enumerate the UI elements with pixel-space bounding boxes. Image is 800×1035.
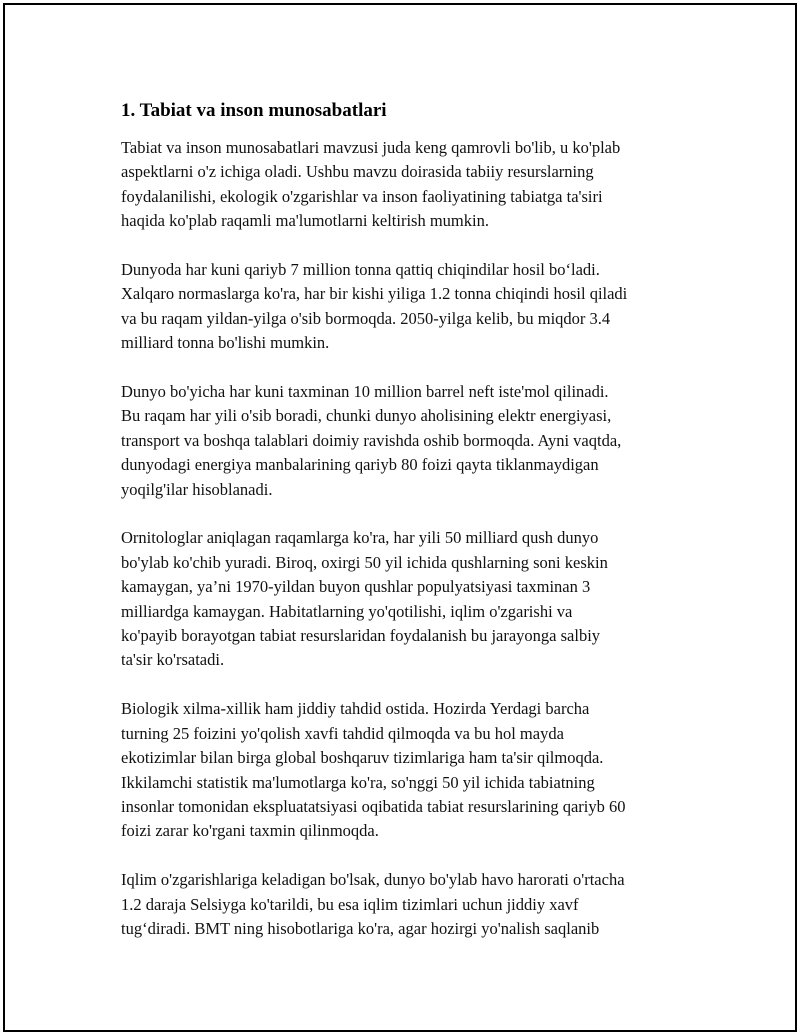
paragraph-line: ko'payib borayotgan tabiat resurslaridan foydalanish bu jarayonga salbiy — [121, 626, 601, 646]
paragraph-line: Xalqaro normaslarga ko'ra, har bir kishi yiliga 1.2 tonna chiqindi hosil qiladi — [121, 284, 628, 304]
paragraph-line: tug‘diradi. BMT ning hisobotlariga ko'ra, agar hozirgi yo'nalish saqlanib — [121, 918, 600, 938]
paragraph-line: turning 25 foizini yo'qolish xavfi tahdid qilmoqda va bu hol mayda — [121, 723, 564, 743]
paragraph-line: yoqilg'ilar hisoblanadi. — [121, 479, 273, 499]
section-heading: 1. Tabiat va inson munosabatlari — [121, 100, 387, 121]
paragraph-line: milliardga kamaygan. Habitatlarning yo'qotilishi, iqlim o'zgarishi va — [121, 601, 573, 621]
paragraph-line: Dunyoda har kuni qariyb 7 million tonna qattiq chiqindilar hosil bo‘ladi. — [121, 260, 600, 280]
paragraph-line: haqida ko'plab raqamli ma'lumotlarni keltirish mumkin. — [121, 211, 489, 231]
paragraph-line: foizi zarar ko'rgani taxmin qilinmoqda. — [121, 821, 379, 841]
paragraph-line: foydalanilishi, ekologik o'zgarishlar va inson faoliyatining tabiatga ta'siri — [121, 186, 603, 206]
paragraph-line: va bu raqam yildan-yilga o'sib bormoqda. 2050-yilga kelib, bu miqdor 3.4 — [121, 308, 611, 328]
paragraph-1 — [121, 136, 681, 234]
paragraph-line: 1.2 daraja Selsiyga ko'tarildi, bu esa iqlim tizimlari uchun jiddiy xavf — [121, 894, 579, 914]
paragraph-line: milliard tonna bo'lishi mumkin. — [121, 333, 330, 353]
paragraph-line: Dunyo bo'yicha har kuni taxminan 10 million barrel neft iste'mol qilinadi. — [121, 382, 609, 402]
paragraph-line: Bu raqam har yili o'sib boradi, chunki dunyo aholisining elektr energiyasi, — [121, 406, 612, 426]
paragraph-line: Ikkilamchi statistik ma'lumotlarga ko'ra, so'nggi 50 yil ichida tabiatning — [121, 772, 595, 792]
paragraph-line: transport va boshqa talablari doimiy ravishda oshib bormoqda. Ayni vaqtda, — [121, 430, 622, 450]
paragraph-line: Biologik xilma-xillik ham jiddiy tahdid ostida. Hozirda Yerdagi barcha — [121, 699, 590, 719]
paragraph-5 — [121, 697, 681, 843]
paragraph-3 — [121, 380, 681, 502]
paragraph-line: ta'sir ko'rsatadi. — [121, 650, 225, 670]
paragraph-line: bo'ylab ko'chib yuradi. Biroq, oxirgi 50 yil ichida qushlarning soni keskin — [121, 552, 608, 572]
paragraph-line: Ornitologlar aniqlagan raqamlarga ko'ra, har yili 50 milliard qush dunyo — [121, 528, 599, 548]
paragraph-line: dunyodagi energiya manbalarining qariyb 80 foizi qayta tiklanmaydigan — [121, 455, 599, 475]
paragraph-line: Tabiat va inson munosabatlari mavzusi juda keng qamrovli bo'lib, u ko'plab — [121, 138, 621, 157]
paragraph-line: kamaygan, ya’ni 1970-yildan buyon qushlar populyatsiyasi taxminan 3 — [121, 577, 591, 597]
paragraph-line: insonlar tomonidan ekspluatatsiyasi oqibatida tabiat resurslarining qariyb 60 — [121, 796, 626, 816]
paragraph-line: ekotizimlar bilan birga global boshqaruv tizimlariga ham ta'sir qilmoqda. — [121, 748, 604, 768]
paragraph-6 — [121, 868, 681, 941]
paragraph-line: aspektlarni o'z ichiga oladi. Ushbu mavzu doirasida tabiiy resurslarning — [121, 162, 594, 182]
paragraph-line: Iqlim o'zgarishlariga keladigan bo'lsak, dunyo bo'ylab havo harorati o'rtacha — [121, 870, 625, 890]
paragraph-4 — [121, 526, 681, 672]
page-frame — [3, 3, 797, 1032]
document-body — [121, 98, 681, 966]
paragraph-2 — [121, 258, 681, 356]
